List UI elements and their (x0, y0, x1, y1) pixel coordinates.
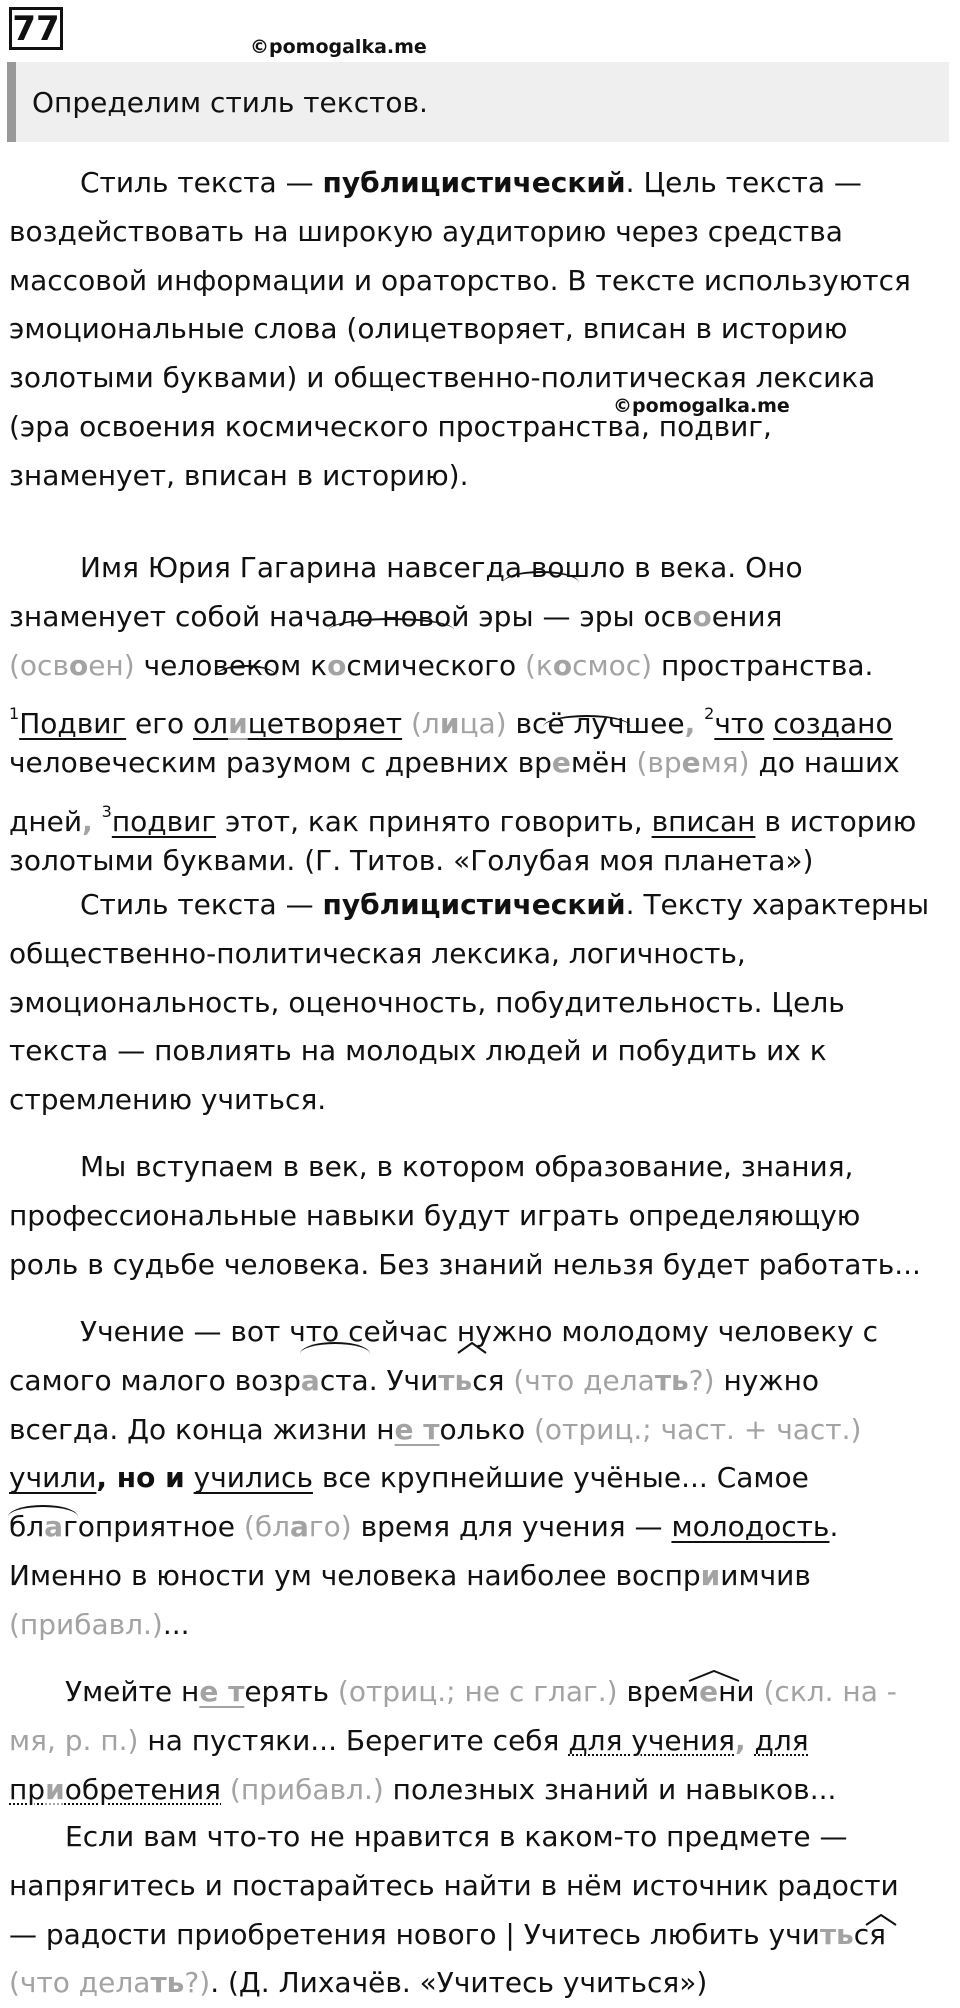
check-word: (прибавл.) (229, 1772, 384, 1806)
predicate-word: ол (193, 707, 229, 741)
text-span: все крупнейшие учёные... Самое (312, 1461, 809, 1495)
comma-mark: , (735, 1723, 746, 1757)
text-line (9, 1766, 954, 1815)
subject-word: что (714, 707, 765, 741)
predicate-word: вписан (651, 804, 756, 838)
text-span: ения (711, 599, 783, 633)
text-span (764, 707, 773, 740)
text-line (9, 1959, 954, 2008)
check-word: ?) (184, 1966, 211, 2000)
task-text: Определим стиль текстов. (32, 85, 428, 119)
text-line: общественно-политическая лексика, логичность, (9, 936, 746, 970)
predicate-word: учились (193, 1461, 313, 1495)
style-name: публицистический (322, 888, 626, 921)
vowel-mark: и (45, 1772, 65, 1806)
text-line: стремлению учиться. (9, 1083, 327, 1117)
paragraph-style-2 (9, 881, 954, 1125)
text-span: гоприятное (63, 1510, 244, 1544)
check-word: (прибавл.) (9, 1607, 163, 1641)
vowel-mark: а (300, 1363, 320, 1397)
text-span (402, 707, 411, 740)
vowel-mark: и (439, 707, 460, 741)
text-line: Если вам что-то не нравится в каком-то предмете — (65, 1820, 848, 1853)
text-span: его (126, 707, 194, 741)
text-line (9, 788, 954, 837)
check-word: (к (525, 648, 553, 682)
text-span (185, 1461, 194, 1494)
text-line (9, 593, 954, 642)
text-span: врем (617, 1675, 700, 1708)
check-word: (вр (636, 746, 682, 780)
text-span: — радости приобретения нового | Учитесь любить учи (9, 1917, 820, 1951)
subject-word: молодость (671, 1510, 830, 1544)
vowel-mark: ть (819, 1917, 854, 1951)
text-span (221, 1773, 230, 1806)
text-span: олько (439, 1412, 534, 1446)
vowel-mark: е т (394, 1412, 440, 1446)
paragraph-gagarin-text (9, 544, 954, 886)
vowel-mark: о (327, 648, 347, 682)
text-line (9, 1717, 954, 1766)
text-span: на пустяки... Берегите себя (138, 1723, 569, 1757)
clause-number: 3 (101, 801, 112, 821)
paragraph-likhachev-2 (9, 1308, 954, 1650)
text-line: роль в судьбе человека. Без знаний нельзя будет работать... (9, 1247, 921, 1281)
text-span: смического (346, 648, 525, 682)
predicate-word: цетворяет (247, 707, 403, 741)
adverbial-phrase: обретения (64, 1772, 222, 1806)
check-word: го) (308, 1510, 352, 1544)
vowel-mark: е т (199, 1675, 245, 1708)
suffix-cap (865, 1914, 897, 1924)
text-span: пространства. (652, 648, 874, 682)
style-name: публицистический (322, 166, 626, 199)
check-word: (отриц.; не с глаг.) (337, 1675, 618, 1708)
paragraph-style-1 (9, 159, 954, 501)
vowel-mark: е (551, 746, 571, 780)
text-line: эмоциональные слова (олицетворяет, вписан в историю (9, 312, 848, 346)
adverbial-phrase: для (754, 1723, 809, 1757)
check-word: (отриц.; част. + част.) (534, 1412, 862, 1446)
text-span: человеческим разумом с древних вр (9, 746, 552, 780)
text-line: напрягитесь и постарайтесь найти в нём источник радости (9, 1868, 899, 1902)
vowel-mark: а (290, 1510, 309, 1544)
text-line (9, 739, 954, 788)
paragraph-likhachev-1 (9, 1143, 954, 1289)
paragraph-likhachev-4 (9, 1813, 954, 2008)
vowel-mark: и (228, 707, 248, 741)
text-line: Мы вступаем в век, в котором образование, знания, (80, 1150, 854, 1183)
subject-word: Подвиг (19, 707, 127, 741)
text-line (9, 690, 954, 739)
text-line (9, 1668, 954, 1717)
text-span: Именно в юности ум человека наиболее воспр (9, 1558, 701, 1592)
check-word: (что дела (513, 1363, 655, 1397)
subject-word: подвиг (111, 804, 217, 838)
check-word: ?) (688, 1363, 715, 1397)
vowel-mark: е (699, 1675, 719, 1708)
clause-number: 2 (704, 704, 715, 724)
task-heading (7, 62, 949, 142)
text-line: Имя Юрия Гагарина навсегда вошло в века. Оно (80, 551, 803, 584)
check-word: смос) (572, 648, 653, 682)
text-line: (эра освоения космического пространства, подвиг, (9, 409, 772, 443)
text-span: . Цель текста — (625, 166, 862, 199)
comma-mark: , (82, 804, 93, 838)
conjunction: , но и (96, 1461, 185, 1495)
text-span: знаменует собой начало новой эры — эры осв (9, 599, 693, 633)
text-span: ... (162, 1607, 190, 1641)
comma-mark: , (684, 707, 696, 741)
text-span: Стиль текста — (80, 888, 323, 921)
vowel-mark: е (681, 746, 701, 780)
text-span: ся (853, 1917, 887, 1951)
vowel-mark: а (44, 1510, 64, 1544)
text-line (9, 1406, 954, 1455)
text-span: этот, как принято говорить, (216, 804, 652, 838)
text-line: золотыми буквами) и общественно-политическая лексика (9, 361, 876, 395)
text-span: время для учения — (351, 1510, 672, 1544)
text-span: всегда. До конца жизни н (9, 1412, 395, 1446)
text-span: ся (472, 1363, 514, 1397)
adverbial-phrase: для учения (568, 1723, 735, 1757)
text-line (9, 642, 954, 691)
text-span: самого малого возр (9, 1363, 301, 1397)
clause-number: 1 (9, 704, 20, 724)
check-word: (скл. на - (763, 1675, 897, 1708)
check-word: мя) (700, 746, 750, 780)
vowel-mark: ть (150, 1966, 185, 2000)
vowel-mark: ть (654, 1363, 689, 1397)
text-line: текста — повлиять на молодых людей и побудить их к (9, 1034, 827, 1068)
text-line (9, 1357, 954, 1406)
vowel-mark: ть (438, 1363, 473, 1397)
text-span (746, 1724, 755, 1757)
text-line (9, 881, 954, 930)
suffix-cap (457, 1342, 487, 1352)
text-span: . Учи (368, 1363, 439, 1397)
predicate-word: создано (773, 707, 893, 741)
vowel-mark: о (68, 648, 89, 682)
text-span: ни (718, 1675, 764, 1708)
text-span (93, 805, 102, 838)
text-span: мён (570, 746, 637, 780)
text-line: знаменует, вписан в историю). (9, 458, 469, 492)
vowel-mark: и (700, 1558, 721, 1592)
text-line (9, 1552, 954, 1601)
text-line: профессиональные навыки будут играть определяющую (9, 1198, 861, 1232)
text-span: . Тексту характерны (625, 888, 930, 921)
text-line: Учение — вот что сейчас нужно молодому человеку с (80, 1315, 879, 1348)
watermark-mid: ©pomogalka.me (613, 395, 790, 417)
text-span: ерять (244, 1675, 338, 1708)
vowel-mark: о (692, 599, 712, 633)
text-span: . (829, 1510, 839, 1544)
task-number-box (9, 7, 63, 50)
text-line: золотыми буквами. (Г. Титов. «Голубая моя планета») (9, 843, 814, 877)
text-span: нужно (714, 1363, 820, 1397)
text-span: имчив (720, 1558, 811, 1592)
predicate-word: учили (9, 1461, 97, 1495)
check-word: (что дела (9, 1966, 151, 2000)
check-word: (л (410, 707, 440, 741)
text-span: полезных знаний и навыков... (383, 1772, 837, 1806)
check-word: ен) (88, 648, 135, 682)
text-span (695, 707, 704, 740)
text-span: ста (319, 1363, 369, 1397)
text-line: эмоциональность, оценочность, побудительность. Цель (9, 985, 845, 1019)
ending-cap (688, 1670, 740, 1680)
text-line (9, 1454, 954, 1503)
check-word: ца) (459, 707, 507, 741)
text-span: в историю (755, 804, 917, 838)
check-word: (бл (243, 1510, 291, 1544)
text-span: до наших (749, 746, 900, 780)
text-line (9, 1601, 954, 1650)
adverbial-phrase: пр (9, 1772, 46, 1806)
paragraph-likhachev-3 (9, 1668, 954, 1814)
text-span: дней (9, 804, 83, 838)
text-line (9, 1911, 954, 1960)
check-word: (осв (9, 648, 69, 682)
text-line: воздействовать на широкую аудиторию через средства (9, 214, 843, 248)
text-span: бл (9, 1510, 45, 1544)
check-word: мя, р. п.) (9, 1723, 139, 1757)
text-line (9, 1503, 954, 1552)
text-line: массовой информации и ораторство. В тексте используются (9, 263, 911, 297)
text-span: . (Д. Лихачёв. «Учитесь учиться») (210, 1966, 708, 2000)
text-line (9, 159, 954, 208)
watermark-top: ©pomogalka.me (250, 36, 427, 58)
text-span: Стиль текста — (80, 166, 323, 199)
text-span: человеком к (134, 648, 328, 682)
vowel-mark: о (552, 648, 573, 682)
task-number: 77 (12, 8, 60, 49)
text-span: Умейте н (65, 1675, 200, 1708)
text-span: всё лучшее (506, 707, 685, 741)
